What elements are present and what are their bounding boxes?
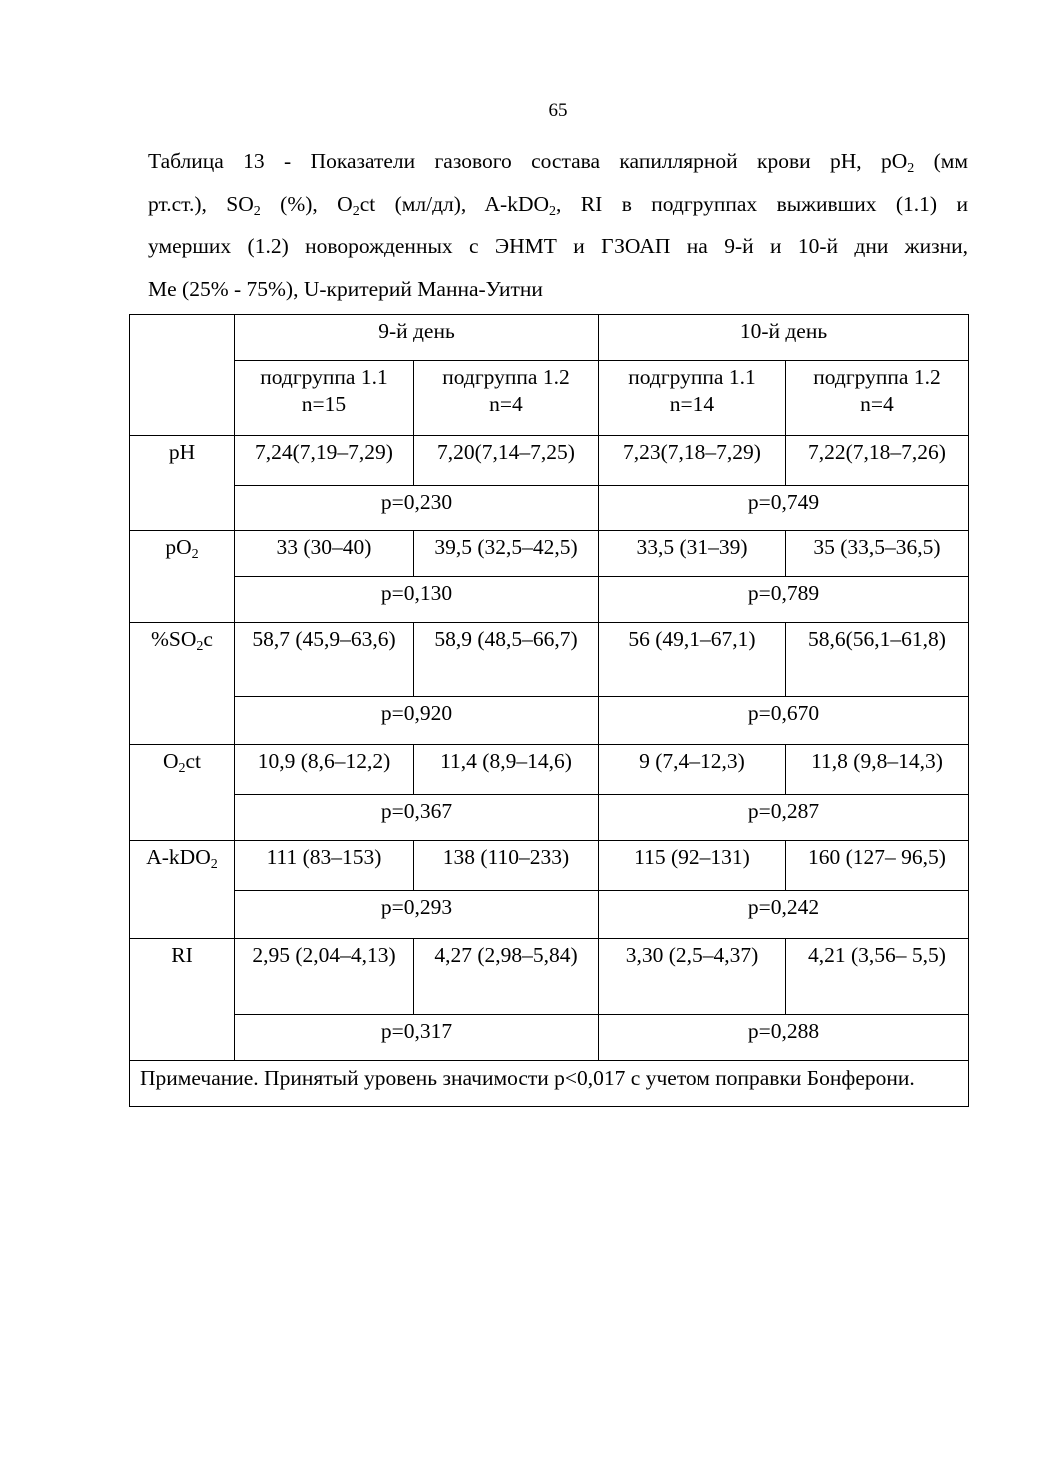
p-value-day9: p=0,317	[235, 1015, 599, 1061]
row-label-subscript: 2	[196, 639, 204, 654]
row-label-suffix: c	[203, 627, 213, 651]
row-label-cell	[130, 745, 235, 841]
value-cell: 7,22(7,18–7,26)	[786, 436, 969, 486]
p-value-day9: p=0,293	[235, 891, 599, 939]
value-cell: 11,8 (9,8–14,3)	[786, 745, 969, 795]
value-cell: 7,23(7,18–7,29)	[599, 436, 786, 486]
value-cell: 160 (127– 96,5)	[786, 841, 969, 891]
value-cell: 7,20(7,14–7,25)	[414, 436, 599, 486]
p-value-day10: p=0,670	[599, 697, 969, 745]
row-label-cell	[130, 623, 235, 745]
subgroup-name: подгруппа 1.1	[628, 365, 756, 389]
caption-line: умерших (1.2) новорожденных с ЭНМТ и ГЗОАП на 9-й и 10-й дни жизни,	[148, 234, 968, 258]
table-row	[130, 939, 969, 1015]
value-cell: 56 (49,1–67,1)	[599, 623, 786, 697]
caption-line: Me (25% - 75%), U-критерий Манна-Уитни	[148, 276, 543, 301]
value-cell: 58,7 (45,9–63,6)	[235, 623, 414, 697]
value-cell: 58,6(56,1–61,8)	[786, 623, 969, 697]
header-subgroup-cell	[235, 361, 414, 436]
page-number: 65	[548, 100, 568, 121]
table-note-text: Примечание. Принятый уровень значимости p<0,017 с учетом поправки Бонферони.	[140, 1066, 915, 1090]
header-subgroup-cell	[414, 361, 599, 436]
caption-subscript: 2	[907, 161, 915, 176]
p-value-row	[130, 1015, 969, 1061]
value-cell: 33 (30–40)	[235, 531, 414, 577]
table-row	[130, 623, 969, 697]
row-label-cell	[130, 841, 235, 939]
table-row	[130, 841, 969, 891]
p-value-day9: p=0,230	[235, 486, 599, 531]
row-label: A-kDO	[146, 845, 211, 869]
p-value-day9: p=0,367	[235, 795, 599, 841]
value-cell: 3,30 (2,5–4,37)	[599, 939, 786, 1015]
value-cell: 58,9 (48,5–66,7)	[414, 623, 599, 697]
value-cell: 35 (33,5–36,5)	[786, 531, 969, 577]
p-value-row	[130, 486, 969, 531]
row-label-cell	[130, 531, 235, 623]
p-value-row	[130, 697, 969, 745]
p-value-day10: p=0,287	[599, 795, 969, 841]
header-day10: 10-й день	[599, 315, 969, 361]
subgroup-n: n=15	[301, 392, 347, 416]
header-subgroup-cell	[786, 361, 969, 436]
header-corner-cell	[130, 315, 235, 436]
value-cell: 4,27 (2,98–5,84)	[414, 939, 599, 1015]
row-label-subscript: 2	[191, 547, 199, 562]
value-cell: 39,5 (32,5–42,5)	[414, 531, 599, 577]
row-label: %SO	[151, 627, 197, 651]
p-value-day10: p=0,242	[599, 891, 969, 939]
row-label-subscript: 2	[178, 761, 186, 776]
caption-subscript: 2	[549, 203, 557, 219]
row-label: O	[162, 749, 179, 773]
value-cell: 138 (110–233)	[414, 841, 599, 891]
row-label: pO	[165, 535, 192, 559]
subgroup-n: n=14	[669, 392, 715, 416]
caption-line	[148, 140, 968, 183]
caption-text: (%), O	[260, 191, 353, 216]
p-value-row	[130, 577, 969, 623]
value-cell: 111 (83–153)	[235, 841, 414, 891]
table-note	[130, 1061, 969, 1107]
value-cell: 33,5 (31–39)	[599, 531, 786, 577]
caption-subscript: 2	[352, 203, 360, 219]
p-value-row	[130, 795, 969, 841]
p-value-day10: p=0,288	[599, 1015, 969, 1061]
row-label-cell	[130, 939, 235, 1061]
note-row	[130, 1061, 969, 1107]
p-value-day9: p=0,130	[235, 577, 599, 623]
row-label-suffix: ct	[185, 749, 202, 773]
header-row-days	[130, 315, 969, 361]
value-cell: 10,9 (8,6–12,2)	[235, 745, 414, 795]
table-row	[130, 745, 969, 795]
subgroup-n: n=4	[489, 392, 523, 416]
header-row-subgroups	[130, 361, 969, 436]
value-cell: 2,95 (2,04–4,13)	[235, 939, 414, 1015]
caption-text: (мм	[914, 149, 969, 173]
value-cell: 4,21 (3,56– 5,5)	[786, 939, 969, 1015]
header-day9: 9-й день	[235, 315, 599, 361]
p-value-day10: p=0,749	[599, 486, 969, 531]
value-cell: 7,24(7,19–7,29)	[235, 436, 414, 486]
subgroup-name: подгруппа 1.1	[260, 365, 388, 389]
p-value-day10: p=0,789	[599, 577, 969, 623]
caption-subscript: 2	[253, 203, 261, 219]
header-subgroup-cell	[599, 361, 786, 436]
row-label: RI	[171, 943, 193, 967]
caption-line	[148, 183, 968, 226]
caption-text: , RI в подгруппах выживших (1.1) и	[556, 191, 969, 216]
table-caption	[148, 140, 968, 310]
value-cell: 11,4 (8,9–14,6)	[414, 745, 599, 795]
value-cell: 9 (7,4–12,3)	[599, 745, 786, 795]
row-label: pH	[168, 440, 196, 464]
caption-text: Таблица 13 - Показатели газового состава капиллярной крови pH, pO	[148, 149, 908, 173]
subgroup-n: n=4	[860, 392, 894, 416]
row-label-subscript: 2	[210, 857, 218, 872]
caption-text: рт.ст.), SO	[148, 191, 254, 216]
value-cell: 115 (92–131)	[599, 841, 786, 891]
subgroup-name: подгруппа 1.2	[442, 365, 570, 389]
table-row	[130, 531, 969, 577]
row-label-cell	[130, 436, 235, 531]
p-value-day9: p=0,920	[235, 697, 599, 745]
blood-gas-table	[129, 314, 969, 1107]
subgroup-name: подгруппа 1.2	[813, 365, 941, 389]
caption-text: ct (мл/дл), A-kDO	[359, 191, 550, 216]
table-row	[130, 436, 969, 486]
p-value-row	[130, 891, 969, 939]
